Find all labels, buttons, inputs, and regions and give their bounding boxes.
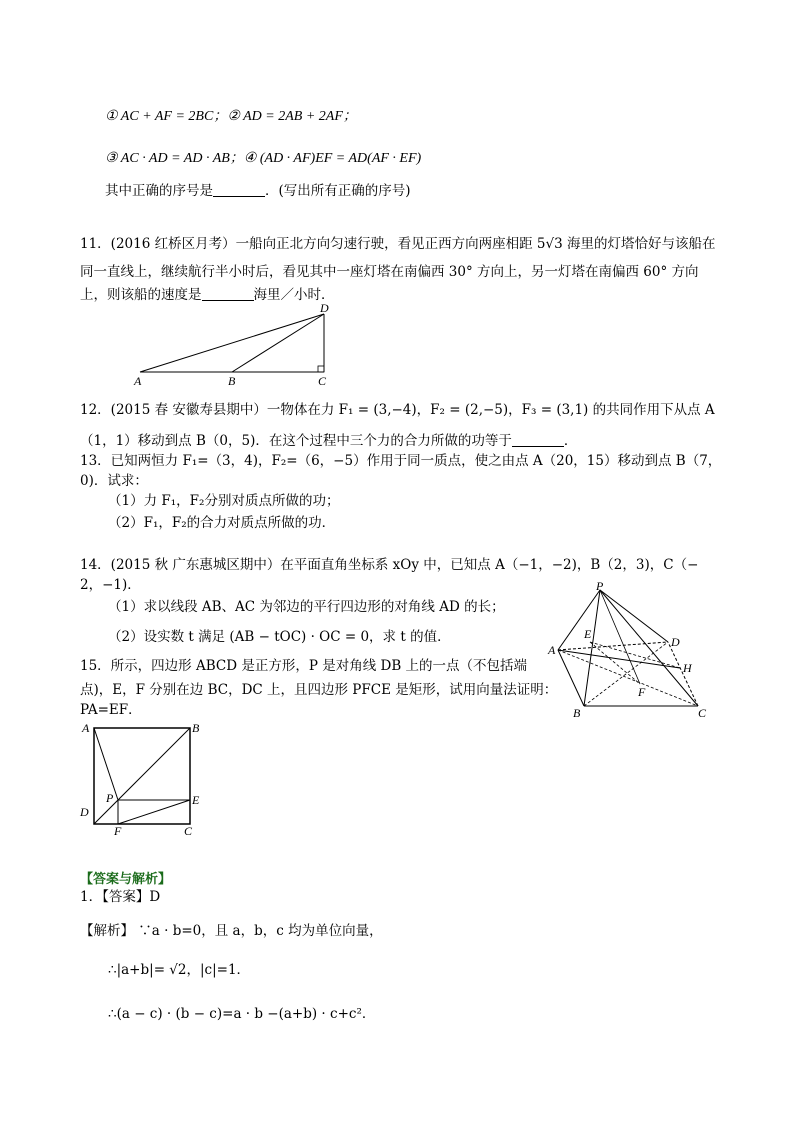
diagonal-ac [558, 650, 698, 706]
label-c: C [698, 706, 707, 720]
edge-pc [600, 590, 698, 706]
edge-ab [558, 650, 584, 706]
q12-prompt: （1，1）移动到点 B（0，5)．在这个过程中三个力的合力所做的功等于 [80, 433, 512, 449]
answer-1-explanation: 【解析】 ∵a · b=0，且 a，b，c 均为单位向量， [80, 923, 383, 939]
label-d: D [320, 301, 329, 315]
edge-pd [600, 590, 668, 642]
label-e: E [584, 627, 592, 641]
label-f: F [114, 824, 122, 836]
segment-pf [600, 590, 640, 684]
answer-blank [512, 432, 564, 447]
q10-line-3 [105, 182, 411, 200]
label-e: E [192, 793, 200, 807]
q10-suffix: ．(写出所有正确的序号) [265, 183, 411, 199]
label-a: A [82, 721, 90, 735]
q14-line-2: 2，−1)． [80, 577, 141, 593]
label-d: D [80, 805, 89, 819]
diagonal-db [94, 728, 190, 824]
edge-ad [558, 642, 668, 650]
q13-line-4: （2）F₁，F₂的合力对质点所做的功． [108, 515, 336, 531]
label-f: F [638, 685, 646, 699]
label-b: B [192, 721, 200, 735]
label-b: B [228, 374, 236, 388]
q11-line-2: 同一直线上，继续航行半小时后，看见其中一座灯塔在南偏西 30° 方向上，另一灯塔在南偏西 60° 方向 [80, 264, 699, 280]
label-a: A [134, 374, 142, 388]
answer-1-label: 1．【答案】D [80, 889, 161, 905]
edge-pa [558, 590, 600, 650]
label-p: P [106, 791, 114, 805]
q14-line-4: （2）设实数 t 满足 (AB − tOC) · OC = 0，求 t 的值． [108, 629, 451, 645]
label-c: C [318, 374, 327, 388]
q10-prompt: 其中正确的序号是 [105, 183, 213, 199]
segment-bd [232, 314, 324, 372]
edge-pb [584, 590, 600, 706]
q14-line-3: （1）求以线段 AB、AC 为邻边的平行四边形的对角线 AD 的长； [108, 599, 505, 615]
q13-line-3: （1）力 F₁，F₂分别对质点所做的功； [108, 493, 340, 509]
q12-suffix: ． [563, 433, 578, 449]
q15-line-3: PA=EF． [80, 702, 142, 718]
q13-line-2: 0)．试求： [80, 473, 148, 489]
answer-1-line-3: ∴(a − c) · (b − c)=a · b −(a+b) · c+c²． [108, 1006, 376, 1022]
q12-line-1: 12．(2015 春 安徽寿县期中）一物体在力 F₁ = (3,−4)，F₂ = (2,−5)，F₃ = (3,1) 的共同作用下从点 A [80, 402, 715, 418]
answer-1-line-2: ∴|a+b|= √2，|c|=1． [108, 962, 251, 978]
q14-pyramid-figure [540, 580, 710, 720]
label-h: H [683, 661, 692, 675]
label-b: B [573, 706, 581, 720]
segment-pa [94, 728, 118, 800]
q12-line-2 [80, 432, 577, 450]
q10-line-1: ① AC + AF = 2BC；② AD = 2AB + 2AF； [105, 109, 357, 124]
q13-line-1: 13．已知两恒力 F₁=（3，4)，F₂=（6，−5）作用于同一质点，使之由点 A（20，15）移动到点 B（7， [80, 453, 722, 469]
answers-heading: 【答案与解析】 [80, 872, 172, 887]
segment-eh [590, 642, 680, 668]
segment-ah [558, 650, 680, 668]
segment-ef [118, 800, 190, 824]
q10-line-2: ③ AC · AD = AD · AB；④ (AD · AF)EF = AD(AF · EF) [105, 151, 422, 166]
q15-square-figure [78, 718, 218, 836]
q15-line-1: 15．所示，四边形 ABCD 是正方形，P 是对角线 DB 上的一点（不包括端 [80, 658, 528, 674]
q14-line-1: 14．(2015 秋 广东惠城区期中）在平面直角坐标系 xOy 中，已知点 A（−1，−2)，B（2，3)，C（− [80, 557, 699, 573]
label-a: A [548, 643, 556, 657]
answer-blank [213, 182, 265, 197]
q11-triangle-figure [130, 300, 340, 390]
q11-prompt: 上，则该船的速度是 [80, 287, 202, 303]
q15-line-2: 点)，E，F 分别在边 BC，DC 上，且四边形 PFCE 是矩形，试用向量法证明： [80, 682, 558, 698]
label-d: D [671, 635, 680, 649]
answer-blank [202, 286, 254, 301]
right-angle-mark [318, 366, 324, 372]
q11-line-1: 11．(2016 红桥区月考）一船向正北方向匀速行驶，看见正西方向两座相距 5√3 海里的灯塔恰好与该船在 [80, 236, 716, 252]
label-c: C [184, 824, 193, 836]
segment-ad [140, 314, 324, 372]
segment-ef [590, 642, 640, 684]
label-p: P [596, 580, 604, 593]
q11-suffix: 海里／小时． [253, 287, 335, 303]
